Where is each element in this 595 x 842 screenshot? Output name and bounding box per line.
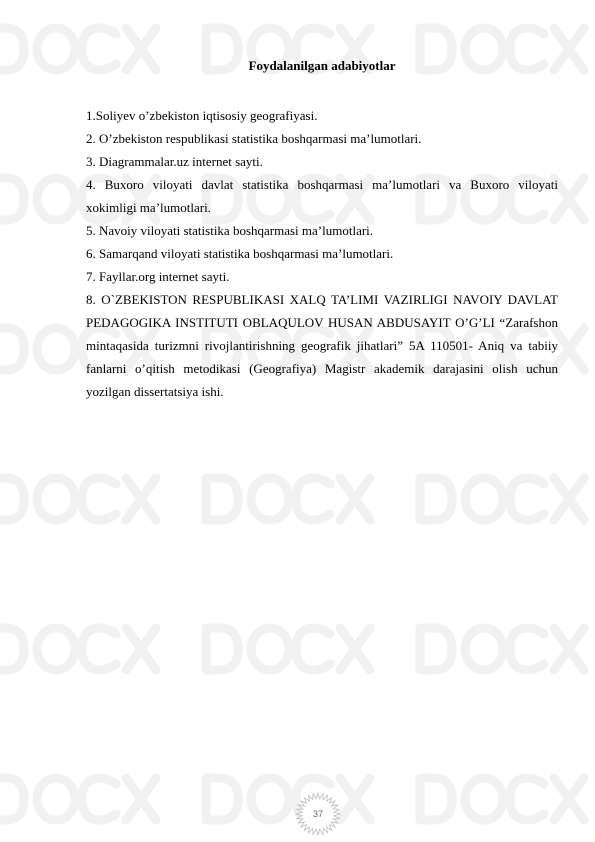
reference-item-8: 8. O`ZBEKISTON RESPUBLIKASI XALQ TA’LIMI VAZIRLIGI NAVOIY DAVLAT PEDAGOGIKA INSTITUTI OBLAQULOV HUSAN ABDUSAYIT O’G’LI “Zarafshon mintaqasida turizmni rivojlantirishning geografik jihatlari” 5A 110501- Aniq va tabiiy fanlarni o’qitish metodikasi (Geografiya) Magistr akademik darajasini olish uchun yozilgan dissertatsiya ishi. [86,292,558,399]
reference-item-2: 2. O’zbekiston respublikasi statistika boshqarmasi ma’lumotlari. [86,131,422,146]
watermark-glyph [37,328,75,370]
watermark-glyph [206,478,238,520]
watermark-glyph [126,478,156,520]
page-number: 37 [312,809,323,819]
watermark-glyph [465,478,503,520]
watermark-glyph [465,778,503,820]
watermark-glyph [82,478,116,520]
watermark-glyph [37,178,75,220]
watermark-glyph [340,628,370,670]
watermark-glyph [420,478,452,520]
watermark-glyph [37,478,75,520]
watermark-glyph [554,628,584,670]
watermark-glyph [510,478,544,520]
watermark-glyph [0,628,24,670]
watermark-glyph [554,178,584,220]
watermark-glyph [126,628,156,670]
watermark-glyph [37,628,75,670]
reference-list [86,104,558,403]
reference-item-7: 7. Fayllar.org internet sayti. [86,269,230,284]
watermark-glyph [126,778,156,820]
reference-item-3: 3. Diagrammalar.uz internet sayti. [86,154,263,169]
reference-item-6: 6. Samarqand viloyati statistika boshqarmasi ma’lumotlari. [86,246,394,261]
page-title: Foydalanilgan adabiyotlar [248,58,396,73]
watermark-glyph [82,628,116,670]
reference-item-1: 1.Soliyev o’zbekiston iqtisosiy geografiyasi. [86,108,318,123]
watermark-glyph [206,778,238,820]
watermark-glyph [340,478,370,520]
watermark-glyph [251,478,289,520]
watermark-glyph [510,628,544,670]
watermark-glyph [296,478,330,520]
watermark-glyph [206,628,238,670]
watermark-glyph [251,628,289,670]
watermark-glyph [0,778,24,820]
watermark-glyph [554,328,584,370]
watermark-glyph [340,778,370,820]
watermark-glyph [510,778,544,820]
watermark-glyph [0,328,24,370]
reference-item-5: 5. Navoiy viloyati statistika boshqarmasi ma’lumotlari. [86,223,374,238]
watermark-glyph [0,178,24,220]
watermark-glyph [554,478,584,520]
reference-item-4: 4. Buxoro viloyati davlat statistika boshqarmasi ma’lumotlari va Buxoro viloyati xokimligi ma’lumotlari. [86,177,558,215]
watermark-glyph [37,778,75,820]
watermark-glyph [37,28,75,70]
watermark-glyph [420,628,452,670]
watermark-glyph [0,478,24,520]
page-number-badge [294,792,342,840]
watermark-glyph [554,778,584,820]
watermark-glyph [465,628,503,670]
watermark-glyph [420,778,452,820]
watermark-glyph [82,778,116,820]
watermark-glyph [251,778,289,820]
watermark-glyph [554,28,584,70]
watermark-glyph [0,28,24,70]
watermark-glyph [296,628,330,670]
